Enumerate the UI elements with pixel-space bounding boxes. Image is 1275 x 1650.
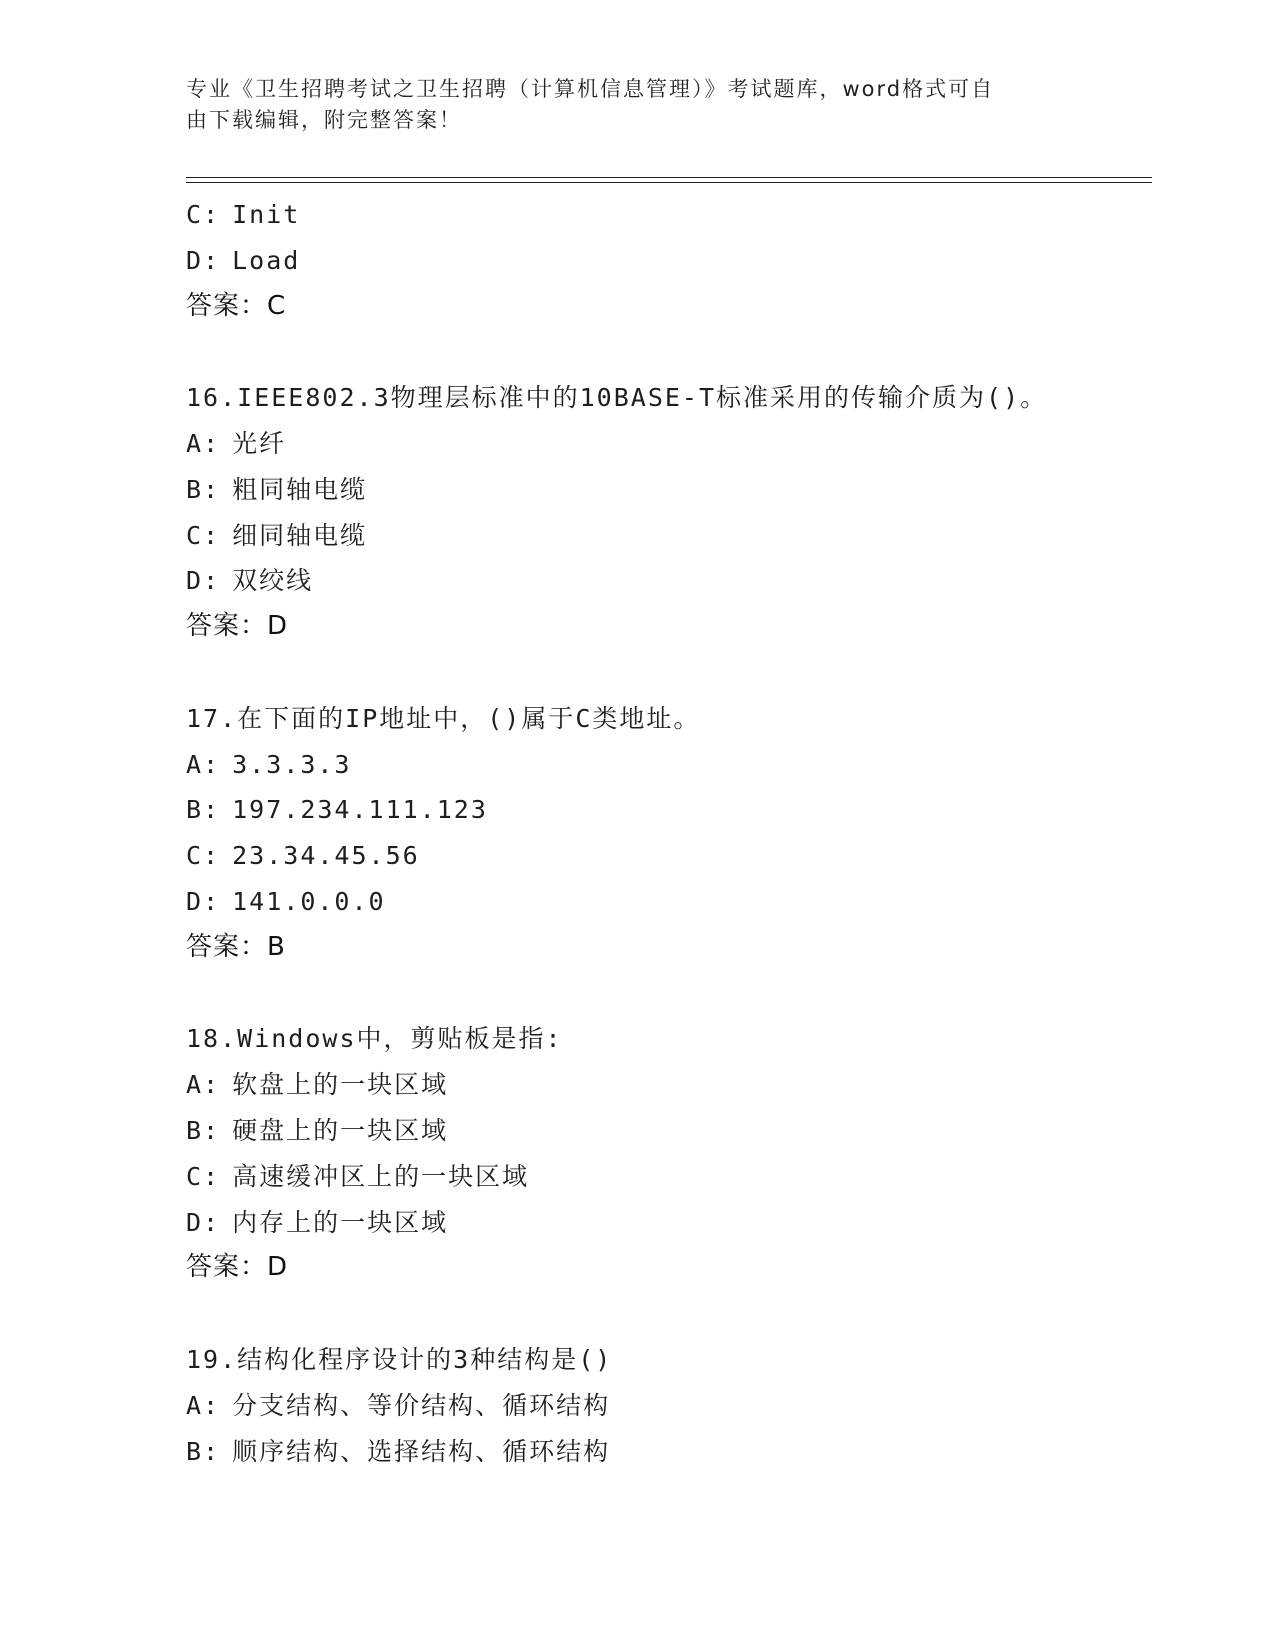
option-text: 内存上的一块区域	[232, 1207, 449, 1237]
option-letter: B:	[186, 474, 221, 504]
answer-option	[186, 1429, 1152, 1475]
answer-key: 答案：B	[186, 931, 286, 962]
option-letter: A:	[186, 749, 221, 779]
answer-option	[186, 421, 1152, 467]
answer-option	[186, 467, 1152, 513]
answer-option	[186, 1200, 1152, 1246]
header-line-1: 专业《卫生招聘考试之卫生招聘（计算机信息管理）》考试题库，word格式可自	[186, 77, 995, 101]
header-rule-top	[186, 177, 1152, 178]
option-letter: A:	[186, 1070, 221, 1100]
option-text: 光纤	[232, 428, 287, 458]
block-spacer	[186, 650, 1152, 696]
option-letter: A:	[186, 428, 221, 458]
answer-option	[186, 787, 1152, 833]
header-rule-bottom	[186, 182, 1152, 183]
answer-option	[186, 513, 1152, 559]
answer-option	[186, 1383, 1152, 1429]
option-text: 软盘上的一块区域	[232, 1070, 449, 1100]
question-block	[186, 375, 1152, 696]
option-text: Init	[232, 200, 301, 229]
option-letter: B:	[186, 1115, 221, 1145]
header-line-2: 由下载编辑，附完整答案！	[186, 108, 462, 132]
option-text: 23.34.45.56	[232, 841, 420, 871]
option-letter: B:	[186, 1436, 221, 1466]
option-text: 197.234.111.123	[232, 795, 488, 825]
question-block	[186, 1337, 1152, 1474]
option-text: 细同轴电缆	[232, 520, 368, 550]
option-text: 高速缓冲区上的一块区域	[232, 1161, 530, 1191]
option-text: 粗同轴电缆	[232, 474, 368, 504]
question-block	[186, 1016, 1152, 1337]
answer-option	[186, 833, 1152, 879]
question-text: 17.在下面的IP地址中，()属于C类地址。	[186, 703, 701, 733]
option-text: 分支结构、等价结构、循环结构	[232, 1390, 611, 1420]
answer-option	[186, 742, 1152, 788]
question-block	[186, 696, 1152, 1017]
document-header	[186, 74, 1066, 136]
question-block	[186, 192, 1152, 375]
option-letter: C:	[186, 841, 221, 871]
answer-option	[186, 558, 1152, 604]
option-letter: D:	[186, 886, 221, 916]
option-text: 双绞线	[232, 566, 314, 596]
answer-key: 答案：D	[186, 611, 289, 642]
option-text: 顺序结构、选择结构、循环结构	[232, 1436, 611, 1466]
option-text: Load	[232, 245, 301, 275]
answer-option	[186, 879, 1152, 925]
option-letter: A:	[186, 1390, 221, 1420]
answer-option	[186, 1154, 1152, 1200]
option-letter: D:	[186, 1207, 221, 1237]
option-letter: B:	[186, 795, 221, 825]
answer-option	[186, 192, 1152, 238]
question-text: 16.IEEE802.3物理层标准中的10BASE-T标准采用的传输介质为()。	[186, 383, 1048, 413]
option-text: 3.3.3.3	[232, 749, 352, 779]
answer-option	[186, 1108, 1152, 1154]
question-text: 18.Windows中，剪贴板是指:	[186, 1024, 563, 1054]
question-list	[186, 192, 1152, 1474]
question-text: 19.结构化程序设计的3种结构是()	[186, 1344, 613, 1374]
answer-option	[186, 238, 1152, 284]
block-spacer	[186, 329, 1152, 375]
block-spacer	[186, 971, 1152, 1017]
answer-key: 答案：D	[186, 1252, 289, 1283]
option-letter: C:	[186, 520, 221, 550]
option-letter: C:	[186, 1161, 221, 1191]
option-letter: D:	[186, 245, 221, 275]
option-letter: D:	[186, 566, 221, 596]
option-text: 141.0.0.0	[232, 886, 386, 916]
block-spacer	[186, 1291, 1152, 1337]
option-text: 硬盘上的一块区域	[232, 1115, 449, 1145]
answer-key: 答案：C	[186, 290, 287, 321]
answer-option	[186, 1062, 1152, 1108]
option-letter: C:	[186, 200, 221, 229]
